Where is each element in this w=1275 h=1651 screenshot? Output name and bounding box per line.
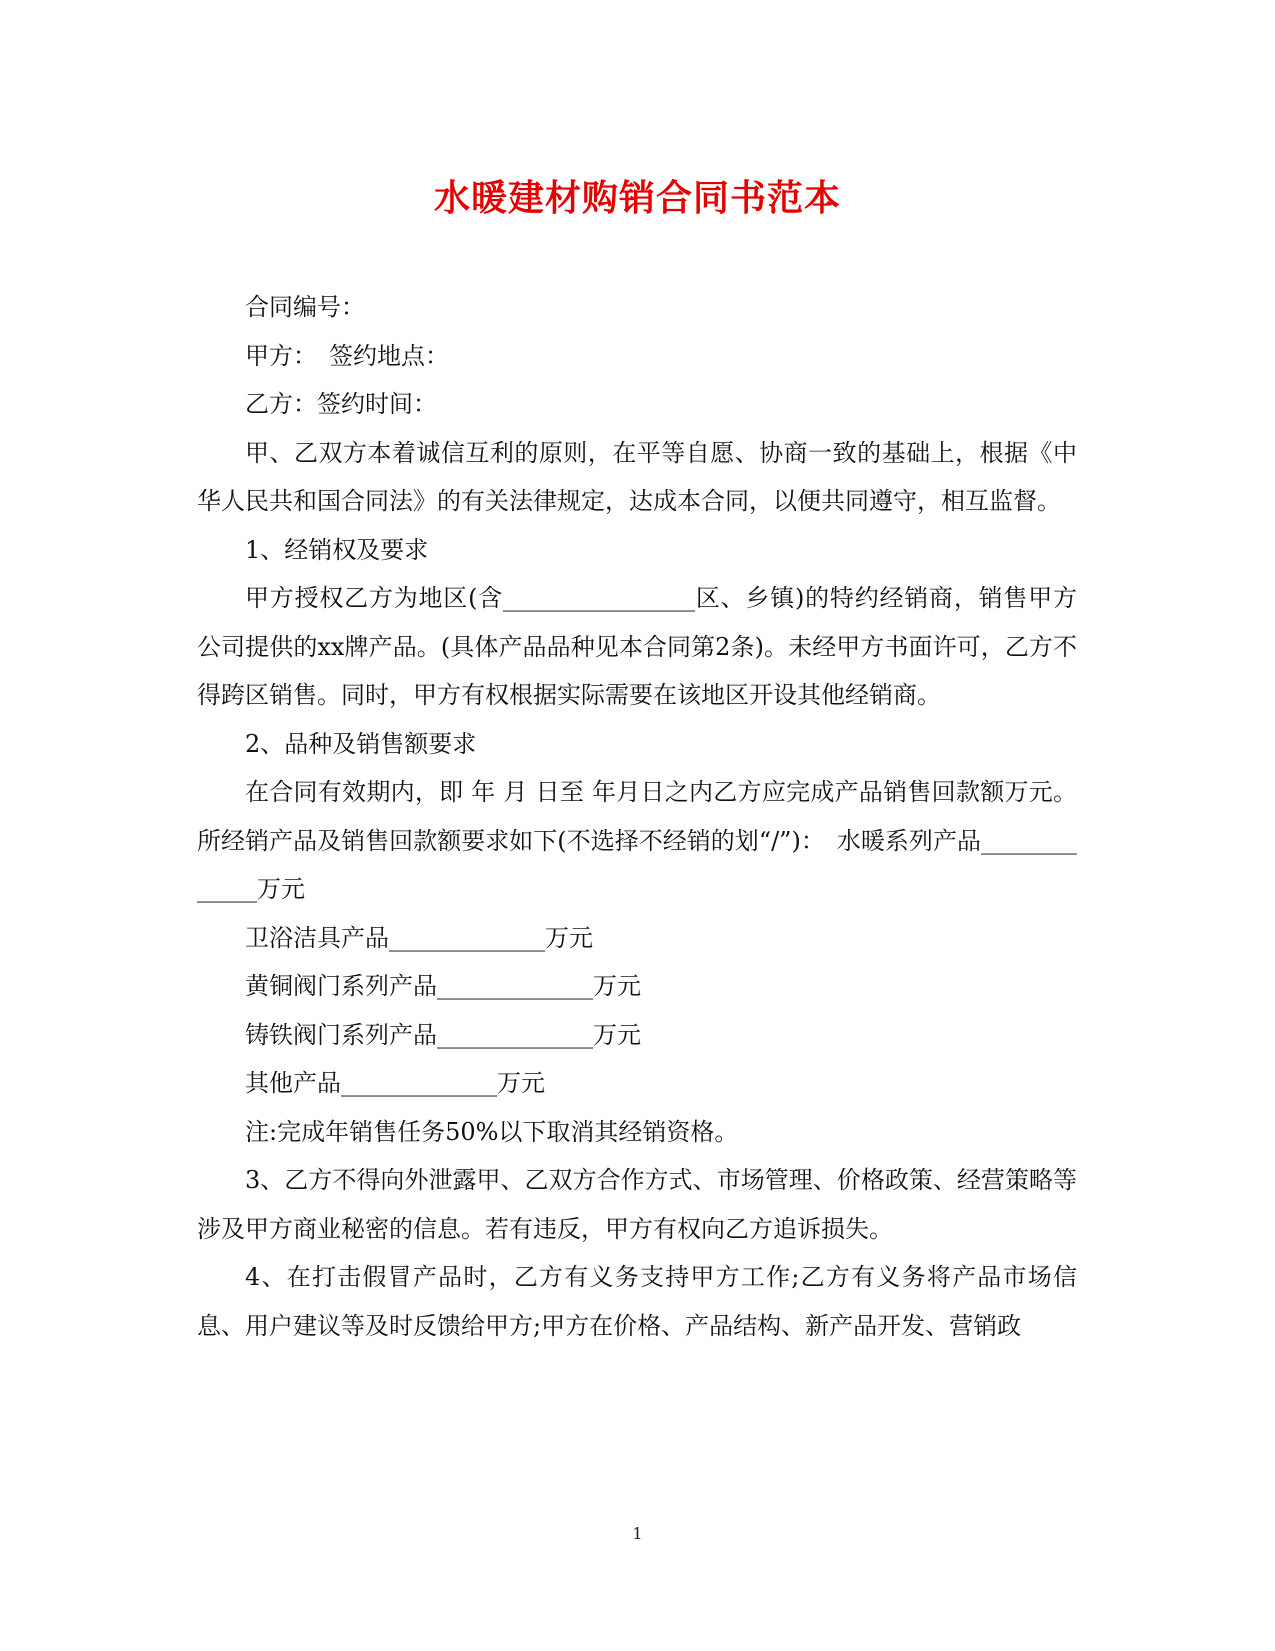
section-3-paragraph: 3、乙方不得向外泄露甲、乙双方合作方式、市场管理、价格政策、经营策略等涉及甲方商业秘密的信息。若有违反，甲方有权向乙方追诉损失。 (197, 1166, 1077, 1243)
cast-iron-valve-line: 铸铁阀门系列产品_____________万元 (245, 1020, 641, 1049)
section-2-paragraph: 在合同有效期内，即 年 月 日至 年月日之内乙方应完成产品销售回款额万元。所经销产品及销售回款额要求如下(不选择不经销的划“/”)： 水暖系列产品_____________万元 (197, 778, 1077, 903)
section-1-paragraph: 甲方授权乙方为地区(含________________区、乡镇)的特约经销商，销售甲方公司提供的xx牌产品。(具体产品品种见本合同第2条)。未经甲方书面许可，乙方不得跨区销售。同时，甲方有权根据实际需要在该地区开设其他经销商。 (197, 584, 1077, 709)
other-products-line: 其他产品_____________万元 (245, 1069, 545, 1097)
section-4-paragraph: 4、在打击假冒产品时，乙方有义务支持甲方工作;乙方有义务将产品市场信息、用户建议等及时反馈给甲方;甲方在价格、产品结构、新产品开发、营销政 (197, 1263, 1077, 1340)
contract-number-line: 合同编号： (245, 293, 365, 321)
section-1-heading: 1、经销权及要求 (245, 535, 429, 564)
preamble-paragraph: 甲、乙双方本着诚信互利的原则，在平等自愿、协商一致的基础上，根据《中华人民共和国合同法》的有关法律规定，达成本合同，以便共同遵守，相互监督。 (197, 438, 1077, 515)
sanitary-ware-line: 卫浴洁具产品_____________万元 (245, 923, 593, 952)
note-line: 注:完成年销售任务50%以下取消其经销资格。 (245, 1117, 739, 1146)
page-number: 1 (632, 1524, 643, 1543)
section-2-heading: 2、品种及销售额要求 (245, 729, 477, 758)
party-b-line: 乙方：签约时间： (245, 390, 437, 418)
party-a-line: 甲方： 签约地点： (245, 341, 449, 370)
document-body (197, 283, 1077, 1350)
brass-valve-line: 黄铜阀门系列产品_____________万元 (245, 972, 641, 1000)
document-title: 水暖建材购销合同书范本 (433, 177, 841, 219)
